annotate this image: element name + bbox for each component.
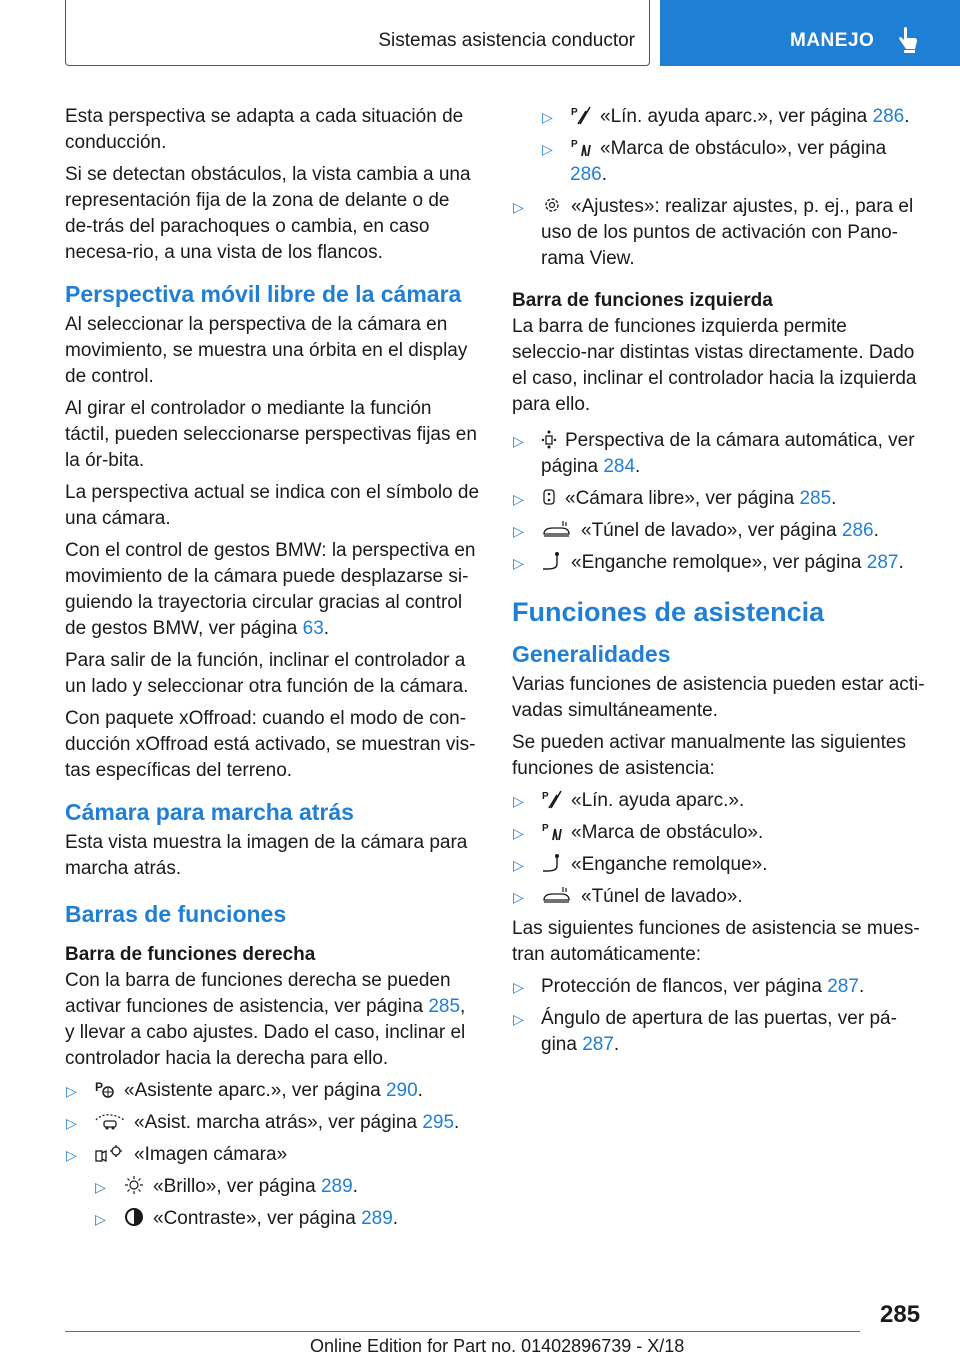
paragraph-text: y llevar a cabo ajustes. Dado el caso, inclinar el controlador hacia la derecha para ello. [65,1022,466,1069]
list-item-text: «Marca de obstáculo». [571,822,764,843]
park-assist-icon [94,1079,116,1099]
bullet-triangle-icon: ▷ [66,1115,77,1131]
sub-list-item: ▷ «Brillo», ver página 289. [94,1174,480,1200]
page-link[interactable]: 63 [302,618,324,639]
page-link[interactable]: 287 [582,1034,614,1055]
page-link[interactable]: 295 [422,1112,455,1133]
paragraph-text: Con la barra de funciones derecha se pueden activar funciones de asistencia, ver página [65,970,451,1017]
paragraph: Varias funciones de asistencia pueden estar acti-vadas simultáneamente. [512,674,925,721]
list-item: ▷ P «Asistente aparc.», ver página 290. [65,1078,480,1104]
bullet-triangle-icon: ▷ [66,1147,77,1163]
list-item-text: Perspectiva de la cámara automática, ver página [541,430,915,477]
list-item-text: «Enganche remolque», ver página [571,552,867,573]
bullet-triangle-icon: ▷ [513,491,524,507]
list-item: ▷ Ángulo de apertura de las puertas, ver pá-gina 287. [513,1008,897,1055]
list-item-text: «Brillo», ver página [153,1176,321,1197]
paragraph: La perspectiva actual se indica con el símbolo de una cámara. [65,482,480,529]
list-item [512,852,927,878]
list-item [512,820,927,846]
page-link[interactable]: 285 [428,996,461,1017]
list-item: ▷ «Túnel de lavado», ver página 286. [512,518,927,544]
page-link[interactable]: 284 [603,456,636,477]
paragraph: La barra de funciones izquierda permite seleccio-nar distintas vistas directamente. Dado el caso, inclinar el controlador hacia la izquierda para ello. [512,316,917,415]
page-link[interactable]: 285 [799,488,832,509]
bullet-triangle-icon: ▷ [513,1011,524,1027]
paragraph-text: Con el control de gestos BMW: la perspectiva en movimiento de la cámara puede desplazarse si-guiendo la trayectoria circular gracias al control de gestos BMW, ver página [65,540,476,639]
bullet-triangle-icon: ▷ [513,523,524,539]
page-number: 285 [880,1301,921,1328]
list-item [512,884,927,910]
bullet-triangle-icon: ▷ [513,793,524,809]
list-item: ▷ «Cámara libre», ver página 285. [512,486,927,512]
bullet-triangle-icon: ▷ [513,889,524,905]
list-item-text: «Túnel de lavado», ver página [581,520,842,541]
page-link[interactable]: 289 [320,1176,353,1197]
header-section-tab [65,0,650,66]
list-item-text: «Asist. marcha atrás», ver página [134,1112,423,1133]
car-wash-icon [541,885,573,905]
paragraph: Para salir de la función, inclinar el controlador a un lado y seleccionar otra función de la cámara. [65,650,469,697]
list-item-text: «Cámara libre», ver página [565,488,800,509]
list-item [65,1142,480,1168]
car-wash-icon [541,519,573,539]
trailer-hitch-icon [541,551,563,571]
sub-list-item: ▷ P «Marca de obstáculo», ver página 286. [542,138,887,185]
sub-list-item: ▷ «Contraste», ver página 289. [94,1206,480,1232]
page-link[interactable]: 286 [841,520,874,541]
list-item-text: «Marca de obstáculo», ver página [600,138,887,159]
page-link[interactable]: 287 [827,976,859,997]
heading-left-bar: Barra de funciones izquierda [512,290,773,311]
heading-free-camera: Perspectiva móvil libre de la cámara [65,281,462,307]
bullet-triangle-icon: ▷ [513,979,524,995]
parking-lines-icon [541,789,563,809]
heading-general: Generalidades [512,641,671,667]
reverse-assist-icon [94,1111,126,1131]
heading-rear-camera: Cámara para marcha atrás [65,799,354,825]
bullet-triangle-icon: ▷ [66,1083,77,1099]
bullet-triangle-icon: ▷ [95,1211,106,1227]
svg-text:P: P [542,791,549,802]
trailer-hitch-icon [541,853,563,873]
list-item-text: Protección de flancos, ver página [541,976,828,997]
paragraph: Con la barra de funciones derecha se pueden activar funciones de asistencia, ver página 285, y llevar a cabo ajustes. Dado el caso, inclinar el controlador hacia la derecha para ello. [65,970,466,1069]
parking-lines-icon [570,105,592,125]
list-item-text: «Contraste», ver página [153,1208,362,1229]
bullet-triangle-icon: ▷ [513,555,524,571]
bullet-triangle-icon: ▷ [513,433,524,449]
free-camera-icon [541,487,557,507]
list-item-text: «Ajustes»: realizar ajustes, p. ej., para el uso de los puntos de activación con Pano-rama View. [541,196,914,269]
paragraph: Esta perspectiva se adapta a cada situación de conducción. [65,106,464,153]
page-link[interactable]: 289 [361,1208,393,1229]
bullet-triangle-icon: ▷ [513,857,524,873]
page-link[interactable]: 287 [866,552,899,573]
camera-image-icon [94,1143,126,1163]
list-item: ▷ Protección de flancos, ver página 287. [512,974,927,1000]
list-item-text: «Lín. ayuda aparc.». [571,790,745,811]
auto-camera-icon [541,429,557,449]
list-item: ▷ «Asist. marcha atrás», ver página 295. [65,1110,480,1136]
page-link[interactable]: 286 [570,164,602,185]
list-item-text: «Imagen cámara» [134,1144,288,1165]
heading-assist-functions: Funciones de asistencia [512,597,825,627]
paragraph: Con el control de gestos BMW: la perspectiva en movimiento de la cámara puede desplazarse si-guiendo la trayectoria circular gracias al control de gestos BMW, ver página 63. [65,540,476,639]
footer-divider [65,1331,860,1332]
page-link[interactable]: 290 [385,1080,418,1101]
svg-text:P: P [95,1080,104,1094]
bullet-triangle-icon: ▷ [95,1179,106,1195]
list-item-text: «Lín. ayuda aparc.», ver página [600,106,873,127]
bullet-triangle-icon: ▷ [542,109,553,125]
obstacle-mark-icon [570,137,592,157]
bullet-triangle-icon: ▷ [542,141,553,157]
list-item: ▷ Perspectiva de la cámara automática, ver página 284. [513,430,915,477]
heading-right-bar: Barra de funciones derecha [65,944,316,965]
heading-function-bars: Barras de funciones [65,901,287,927]
paragraph: Esta vista muestra la imagen de la cámara para marcha atrás. [65,832,468,879]
svg-text:P: P [542,823,549,834]
footer-edition: Online Edition for Part no. 01402896739 - X/18 [310,1336,685,1356]
brightness-icon [123,1175,145,1195]
list-item [512,788,927,814]
paragraph: Si se detectan obstáculos, la vista cambia a una representación fija de la zona de delante o de de-trás del parachoques o cambia, en caso necesa-rio, a una vista de los flancos. [65,164,471,263]
page-link[interactable]: 286 [872,106,905,127]
sub-list-item: ▷ P «Lín. ayuda aparc.», ver página 286. [541,104,927,130]
bullet-triangle-icon: ▷ [513,199,524,215]
header-section-title: Sistemas asistencia conductor [378,30,635,51]
svg-text:P: P [571,139,578,150]
header-chapter-title: MANEJO [790,30,875,51]
list-item [512,194,927,272]
list-item-text: «Enganche remolque». [571,854,768,875]
right-column [512,104,927,1064]
obstacle-mark-icon [541,821,563,841]
gear-icon [541,195,563,215]
list-item-text: «Túnel de lavado». [581,886,743,907]
svg-text:P: P [571,107,578,118]
list-item-text: Ángulo de apertura de las puertas, ver pá-gina [541,1008,897,1055]
header-chapter-tab [660,0,960,66]
paragraph: Se pueden activar manualmente las siguientes funciones de asistencia: [512,732,906,779]
hand-pointer-icon [897,27,919,53]
contrast-icon [123,1207,145,1227]
paragraph: Al girar el controlador o mediante la función táctil, pueden seleccionarse perspectivas fijas en la ór-bita. [65,398,477,471]
list-item: ▷ «Enganche remolque», ver página 287. [512,550,927,576]
left-column [65,104,480,1238]
bullet-triangle-icon: ▷ [513,825,524,841]
paragraph: Con paquete xOffroad: cuando el modo de con-ducción xOffroad está activado, se muestran vis-tas específicas del terreno. [65,708,476,781]
paragraph: Las siguientes funciones de asistencia se mues-tran automáticamente: [512,918,920,965]
paragraph: Al seleccionar la perspectiva de la cámara en movimiento, se muestra una órbita en el display de control. [65,314,468,387]
list-item-text: «Asistente aparc.», ver página [124,1080,386,1101]
